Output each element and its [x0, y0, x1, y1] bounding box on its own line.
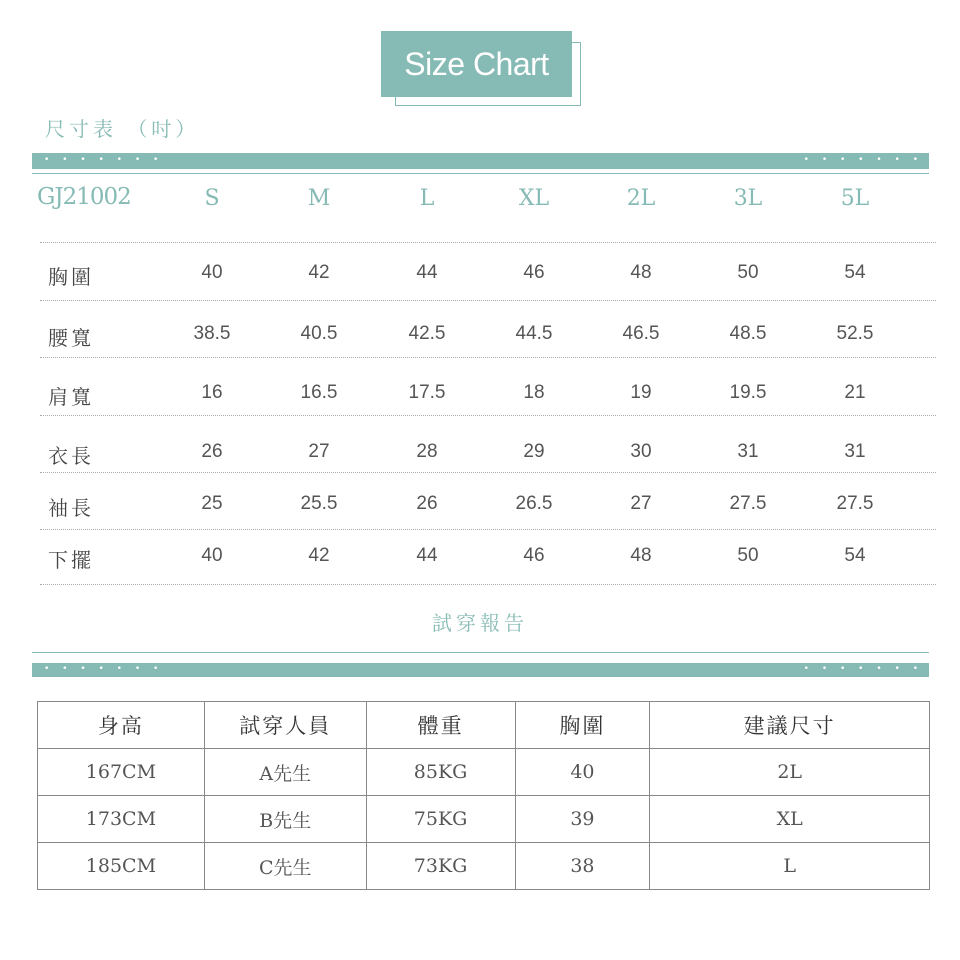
- measurement-value: 40: [201, 545, 223, 566]
- measurement-value: 31: [844, 441, 866, 462]
- size-header: L: [419, 186, 435, 211]
- fit-table-cell: XL: [650, 796, 930, 843]
- measurement-value: 42.5: [408, 323, 446, 344]
- measurement-value: 38.5: [193, 323, 231, 344]
- size-table-subtitle: 尺寸表 （吋）: [45, 117, 200, 141]
- measurement-value: 27.5: [729, 493, 767, 514]
- row-divider: [40, 584, 936, 585]
- measurement-value: 42: [308, 545, 330, 566]
- measurement-value: 29: [523, 441, 545, 462]
- fit-table-header: 身高: [38, 702, 205, 749]
- measurement-value: 27: [308, 441, 330, 462]
- measurement-value: 42: [308, 262, 330, 283]
- measurement-value: 46.5: [622, 323, 660, 344]
- measurement-value: 21: [844, 382, 866, 403]
- measurement-value: 44: [416, 545, 438, 566]
- measurement-label: 肩寬: [48, 385, 94, 409]
- measurement-value: 19: [630, 382, 652, 403]
- measurement-value: 48: [630, 262, 652, 283]
- measurement-value: 50: [737, 262, 759, 283]
- measurement-label: 腰寬: [48, 326, 94, 350]
- size-header: 5L: [840, 186, 870, 211]
- measurement-value: 44: [416, 262, 438, 283]
- measurement-value: 18: [523, 382, 545, 403]
- fit-table-row: [38, 749, 930, 796]
- fit-table-header: 體重: [366, 702, 515, 749]
- fit-table-cell: 2L: [650, 749, 930, 796]
- fit-table-header-row: [38, 702, 930, 749]
- measurement-value: 28: [416, 441, 438, 462]
- measurement-value: 52.5: [836, 323, 874, 344]
- fit-table-row: [38, 796, 930, 843]
- measurement-value: 54: [844, 545, 866, 566]
- fit-table-cell: 173CM: [38, 796, 205, 843]
- measurement-value: 48: [630, 545, 652, 566]
- measurement-label: 下擺: [48, 548, 94, 572]
- top-divider-band: [32, 153, 929, 169]
- fit-table-cell: A先生: [204, 749, 366, 796]
- measurement-value: 46: [523, 262, 545, 283]
- measurement-value: 31: [737, 441, 759, 462]
- row-divider: [40, 300, 936, 301]
- measurement-value: 27: [630, 493, 652, 514]
- measurement-value: 50: [737, 545, 759, 566]
- row-divider: [40, 415, 936, 416]
- measurement-value: 44.5: [515, 323, 553, 344]
- measurement-value: 46: [523, 545, 545, 566]
- fit-table-cell: 38: [515, 843, 650, 890]
- fit-table-header: 建議尺寸: [650, 702, 930, 749]
- top-divider-line: [32, 173, 929, 174]
- fit-table-cell: C先生: [204, 843, 366, 890]
- band-dots-right: • • • • • • •: [803, 155, 923, 165]
- size-header: XL: [518, 186, 550, 211]
- measurement-value: 25: [201, 493, 223, 514]
- measurement-value: 17.5: [408, 382, 446, 403]
- measurement-value: 16: [201, 382, 223, 403]
- fit-table-header: 試穿人員: [204, 702, 366, 749]
- measurement-label: 衣長: [48, 444, 94, 468]
- size-header: S: [204, 186, 220, 211]
- fit-report-title: 試穿報告: [432, 611, 528, 635]
- row-divider: [40, 357, 936, 358]
- measurement-value: 16.5: [300, 382, 338, 403]
- measurement-value: 40.5: [300, 323, 338, 344]
- fit-table-cell: L: [650, 843, 930, 890]
- row-divider: [40, 472, 936, 473]
- measurement-value: 26: [416, 493, 438, 514]
- band-dots-left: • • • • • • •: [44, 155, 164, 165]
- measurement-label: 胸圍: [48, 265, 94, 289]
- row-divider: [40, 242, 936, 243]
- report-divider-line: [32, 652, 929, 653]
- measurement-label: 袖長: [48, 496, 94, 520]
- fit-table-cell: 85KG: [366, 749, 515, 796]
- row-divider: [40, 529, 936, 530]
- fit-report-table: [37, 701, 930, 890]
- model-number: GJ21002: [37, 184, 131, 210]
- measurement-value: 26.5: [515, 493, 553, 514]
- band-dots-left: • • • • • • •: [44, 664, 164, 674]
- measurement-value: 27.5: [836, 493, 874, 514]
- measurement-value: 40: [201, 262, 223, 283]
- fit-table-cell: B先生: [204, 796, 366, 843]
- page-title: Size Chart: [381, 31, 572, 97]
- size-header: 2L: [626, 186, 656, 211]
- measurement-value: 26: [201, 441, 223, 462]
- fit-table-row: [38, 843, 930, 890]
- report-divider-band: [32, 663, 929, 677]
- size-header: M: [307, 186, 331, 211]
- fit-table-cell: 75KG: [366, 796, 515, 843]
- fit-table-header: 胸圍: [515, 702, 650, 749]
- measurement-value: 19.5: [729, 382, 767, 403]
- fit-table-cell: 167CM: [38, 749, 205, 796]
- measurement-value: 25.5: [300, 493, 338, 514]
- fit-table-cell: 185CM: [38, 843, 205, 890]
- measurement-value: 30: [630, 441, 652, 462]
- measurement-value: 48.5: [729, 323, 767, 344]
- fit-table-cell: 39: [515, 796, 650, 843]
- size-header: 3L: [733, 186, 763, 211]
- measurement-value: 54: [844, 262, 866, 283]
- fit-table-cell: 40: [515, 749, 650, 796]
- fit-table-cell: 73KG: [366, 843, 515, 890]
- band-dots-right: • • • • • • •: [803, 664, 923, 674]
- size-chart-title-block: [381, 31, 583, 109]
